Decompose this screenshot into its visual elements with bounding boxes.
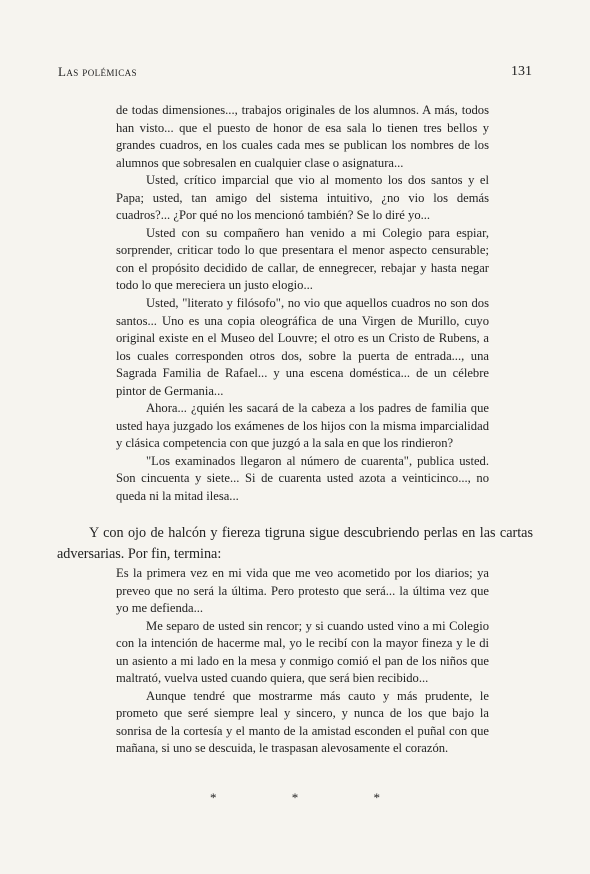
quote-paragraph: Usted, "literato y filósofo", no vio que aquellos cuadros no son dos santos... Uno es una copia oleográfica de una Virgen de Murillo, cuyo original existe en el Museo del Louvre; el otro es un Cristo de Rubens, a los cuales corresponden otros dos, sobre la puerta de entrada..., una Sagrada Familia de Rafael... y una escena doméstica... de un célebre pintor de Germania... — [116, 296, 489, 398]
page-header — [58, 64, 532, 84]
narrative-paragraph: Y con ojo de halcón y fiereza tigruna sigue descubriendo perlas en las cartas adversarias. Por fin, termina: — [57, 525, 533, 562]
quote-paragraph: Usted, crítico imparcial que vio al momento los dos santos y el Papa; usted, tan amigo del sistema intuitivo, ¿no vio los demás cuadros?... ¿Por qué no los mencionó también? Se lo diré yo... — [116, 173, 489, 223]
quote-paragraph: "Los examinados llegaron al número de cuarenta", publica usted. Son cincuenta y siete... Si de cuarenta usted azota a veinticinco..., no queda ni la mitad ilesa... — [116, 453, 489, 504]
quote-paragraph: de todas dimensiones..., trabajos originales de los alumnos. A más, todos han visto... que el puesto de honor de esa sala lo tienen tres bellos y grandes cuadros, en los cuales cada mes se publican los nombres de los alumnos que sobresalen en cualquier clase o asignatura... — [116, 103, 489, 170]
section-separator-asterisks: * * * — [210, 790, 416, 805]
quote-paragraph: Ahora... ¿quién les sacará de la cabeza a los padres de familia que usted haya juzgado los exámenes de los hijos con la misma imparcialidad y clásica competencia con que juzgó a la sala en que los rindieron? — [116, 401, 489, 451]
quote-paragraph: Usted con su compañero han venido a mi Colegio para espiar, sorprender, criticar todo lo que presentara el menor aspecto censurable; con el propósito decidido de callar, de ennegrecer, rebajar y hasta negar todo lo que mereciera un justo elogio... — [116, 225, 489, 293]
running-head: Las polémicas — [58, 64, 137, 79]
quote-paragraph: Me separo de usted sin rencor; y si cuando usted vino a mi Colegio con la intención de hacerme mal, yo le recibí con la mayor fineza y le di un asiento a mi lado en la mesa y conmigo comió el pan de los niños que maltrató, vuelva usted cuando quiera, que será bien recibido... — [116, 618, 489, 686]
block-quote-letter-excerpt — [116, 102, 489, 506]
quote-paragraph: Aunque tendré que mostrarme más cauto y más prudente, le prometo que seré siempre leal y sincero, y nunca de los que bajo la sonrisa de la cortesía y el manto de la amistad esconden el puñal con que mañana, si uno se descuida, le traspasan alevosamente el corazón. — [116, 688, 489, 756]
quote-paragraph: Es la primera vez en mi vida que me veo acometido por los diarios; ya preveo que no será la última. Pero protesto que será... la última vez que yo me defienda... — [116, 566, 489, 616]
page-number: 131 — [511, 64, 532, 79]
block-quote-letter-closing — [116, 565, 489, 758]
